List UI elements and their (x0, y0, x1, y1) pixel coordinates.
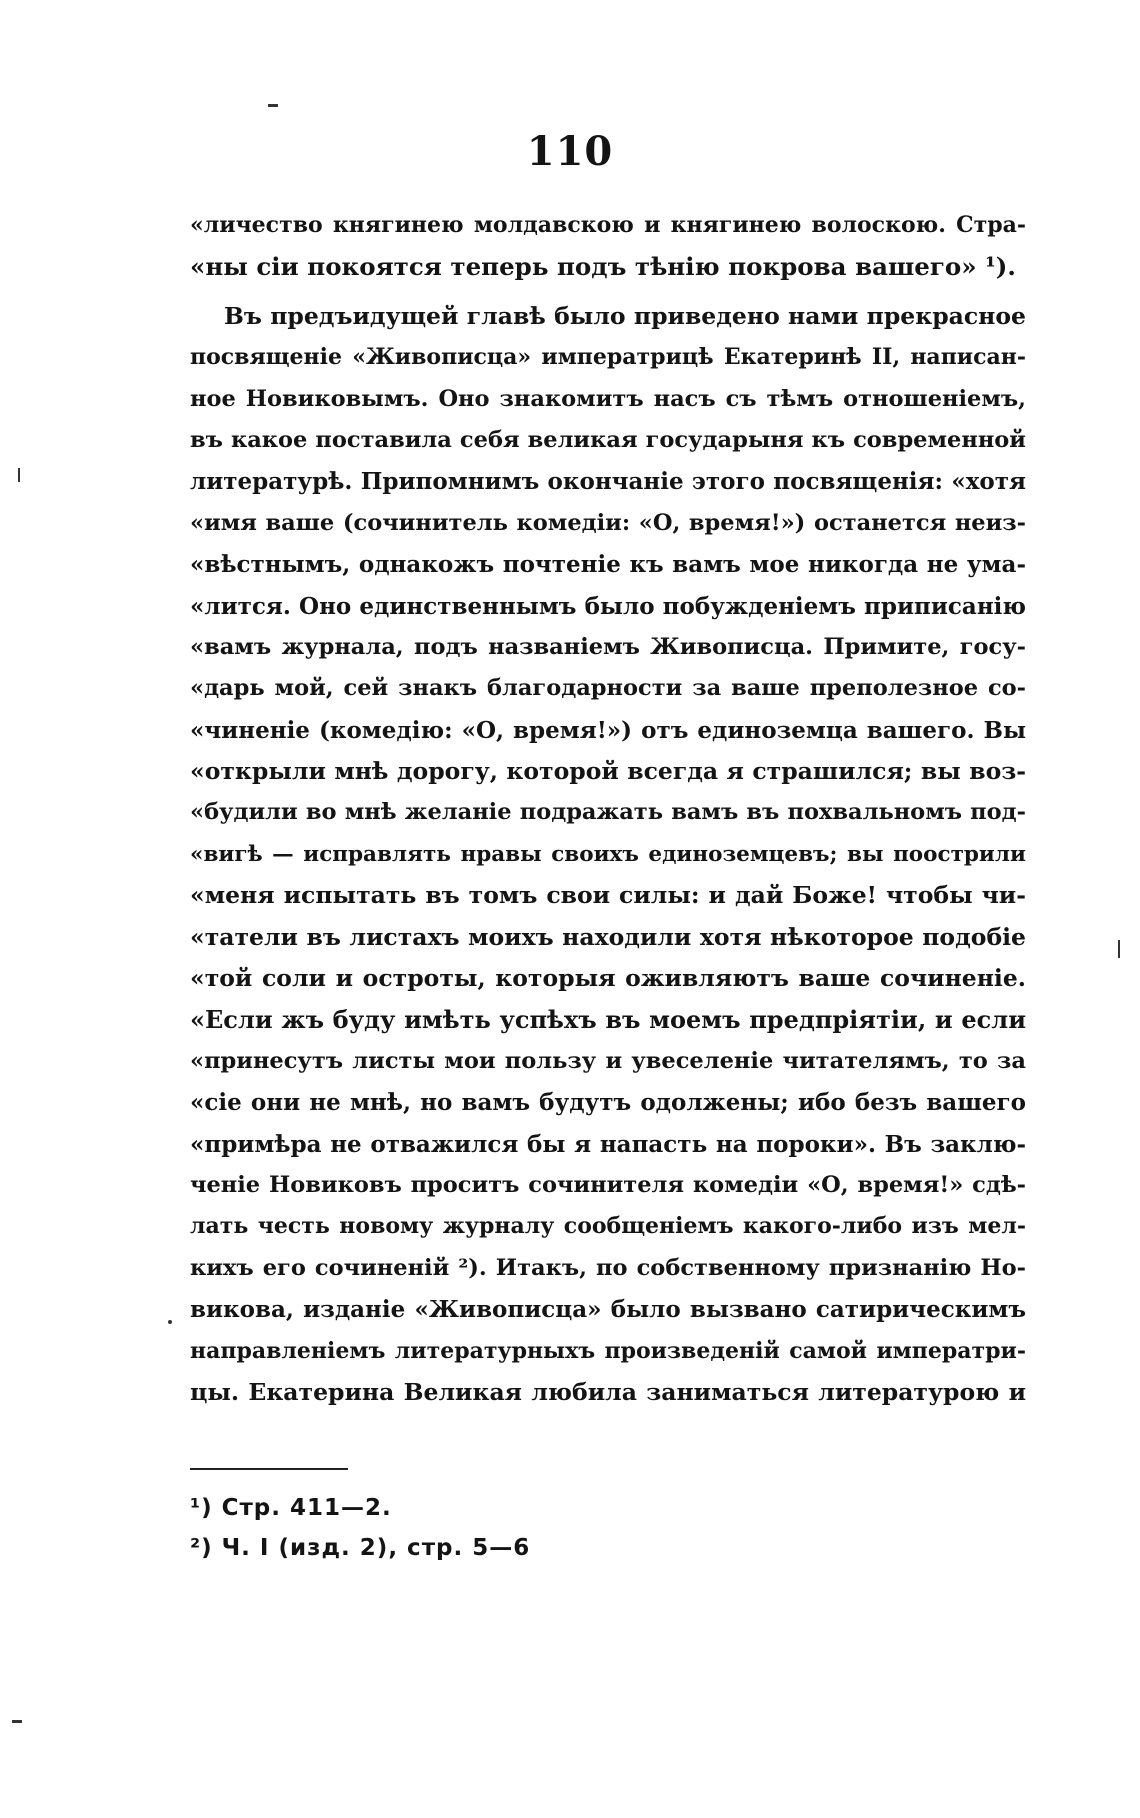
text-line: лать честь новому журналу сообщеніемъ какого-либо изъ мел- (190, 1213, 1026, 1240)
text-line: «вигѣ — исправлять нравы своихъ единоземцевъ; вы поострили (190, 841, 1026, 867)
text-line: «вѣстнымъ, однакожъ почтеніе къ вамъ мое никогда не ума- (190, 551, 1026, 579)
margin-tick-mark (18, 468, 20, 482)
page-number: 110 (526, 128, 614, 175)
text-line: ченіе Новиковъ проситъ сочинителя комедіи «О, время!» сдѣ- (190, 1171, 1026, 1198)
text-line: «дарь мой, сей знакъ благодарности за ваше преполезное со- (190, 675, 1026, 702)
body-text (190, 205, 1026, 1413)
text-line: литературѣ. Припомнимъ окончаніе этого посвященія: «хотя (190, 468, 1026, 496)
text-line: викова, изданіе «Живописца» было вызвано сатирическимъ (190, 1296, 1026, 1324)
text-line: «той соли и остроты, которыя оживляютъ ваше сочиненіе. (190, 964, 1026, 993)
text-line: въ какое поставила себя великая государыня къ современной (190, 426, 1026, 453)
text-line: «татели въ листахъ моихъ находили хотя нѣкоторое подобіе (190, 922, 1026, 951)
margin-tick-mark (1118, 940, 1120, 958)
paragraph-first-line: Въ предъидущей главѣ было приведено нами прекрасное (224, 301, 1026, 330)
text-line: «будили во мнѣ желаніе подражать вамъ въ похвальномъ под- (190, 799, 1026, 826)
text-line: кихъ его сочиненій ²). Итакъ, по собственному признанію Но- (190, 1254, 1026, 1281)
text-line: «Если жъ буду имѣть успѣхъ въ моемъ предпріятіи, и если (190, 1005, 1026, 1035)
text-line: направленіемъ литературныхъ произведеній самой императри- (190, 1337, 1026, 1364)
text-line: «принесутъ листы мои пользу и увеселеніе читателямъ, то за (190, 1047, 1026, 1074)
text-line: «лится. Оно единственнымъ было побужденіемъ приписанію (190, 592, 1026, 620)
footnote-divider (190, 1468, 348, 1470)
text-line: «личество княгинею молдавскою и княгинею волоскою. Стра- (190, 212, 1026, 238)
footnote: ¹) Стр. 411—2. (190, 1495, 392, 1521)
text-line: «меня испытать въ томъ свои силы: и дай Боже! чтобы чи- (190, 881, 1026, 910)
text-line: «вамъ журнала, подъ названіемъ Живописца. Примите, госу- (190, 633, 1026, 660)
text-line: посвященіе «Живописца» императрицѣ Екатеринѣ II, написан- (190, 344, 1026, 371)
margin-dash-mark (12, 1720, 22, 1723)
text-line: «сіе они не мнѣ, но вамъ будутъ одолжены; ибо безъ вашего (190, 1089, 1026, 1117)
text-line: «открыли мнѣ дорогу, которой всегда я страшился; вы воз- (190, 757, 1026, 786)
text-line: «примѣра не отважился бы я напасть на пороки». Въ заклю- (190, 1130, 1026, 1158)
footnotes (190, 1488, 890, 1568)
margin-dot-mark (168, 1320, 172, 1324)
text-line: «ны сіи покоятся теперь подъ тѣнію покрова вашего» ¹). (190, 252, 1016, 282)
text-line: цы. Екатерина Великая любила заниматься литературою и (190, 1377, 1026, 1406)
text-line: «чиненіе (комедію: «О, время!») отъ единоземца вашего. Вы (190, 716, 1026, 744)
margin-dash-mark (268, 104, 278, 107)
text-line: ное Новиковымъ. Оно знакомитъ насъ съ тѣмъ отношеніемъ, (190, 385, 1026, 412)
footnote: ²) Ч. I (изд. 2), стр. 5—6 (190, 1535, 531, 1561)
text-line: «имя ваше (сочинитель комедіи: «О, время!») останется неиз- (190, 509, 1026, 536)
